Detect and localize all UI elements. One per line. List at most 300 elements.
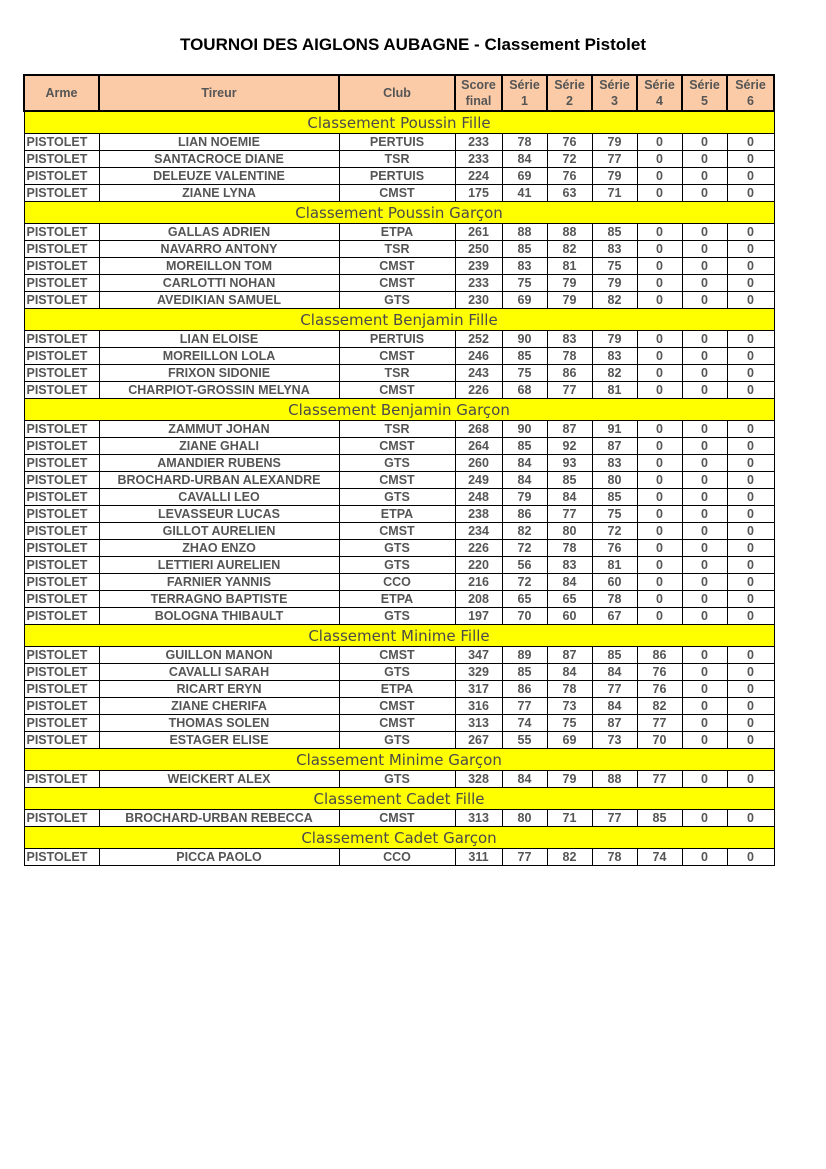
cell-serie-5: 0 xyxy=(682,849,727,866)
cell-serie-1: 74 xyxy=(502,715,547,732)
cell-serie-6: 0 xyxy=(727,421,774,438)
cell-serie-2: 81 xyxy=(547,258,592,275)
cell-serie-6: 0 xyxy=(727,438,774,455)
table-row xyxy=(24,523,774,540)
header-serie-label: Série xyxy=(644,78,675,92)
cell-tireur: GUILLON MANON xyxy=(99,647,339,664)
cell-serie-3: 75 xyxy=(592,258,637,275)
cell-serie-6: 0 xyxy=(727,715,774,732)
table-row xyxy=(24,849,774,866)
cell-serie-5: 0 xyxy=(682,698,727,715)
cell-serie-2: 83 xyxy=(547,331,592,348)
header-serie-5 xyxy=(682,75,727,111)
cell-serie-5: 0 xyxy=(682,438,727,455)
header-serie-number: 1 xyxy=(521,94,528,108)
cell-score-final: 313 xyxy=(455,810,502,827)
cell-serie-1: 72 xyxy=(502,540,547,557)
cell-arme: PISTOLET xyxy=(24,664,99,681)
table-row xyxy=(24,275,774,292)
cell-serie-6: 0 xyxy=(727,151,774,168)
table-row xyxy=(24,348,774,365)
header-serie-number: 3 xyxy=(611,94,618,108)
cell-tireur: AMANDIER RUBENS xyxy=(99,455,339,472)
cell-arme: PISTOLET xyxy=(24,732,99,749)
cell-serie-3: 87 xyxy=(592,438,637,455)
cell-serie-3: 76 xyxy=(592,540,637,557)
cell-arme: PISTOLET xyxy=(24,591,99,608)
cell-serie-5: 0 xyxy=(682,608,727,625)
table-row xyxy=(24,506,774,523)
cell-serie-6: 0 xyxy=(727,134,774,151)
cell-serie-2: 79 xyxy=(547,771,592,788)
cell-arme: PISTOLET xyxy=(24,365,99,382)
cell-serie-4: 0 xyxy=(637,275,682,292)
cell-serie-3: 87 xyxy=(592,715,637,732)
table-row xyxy=(24,438,774,455)
cell-serie-4: 0 xyxy=(637,523,682,540)
cell-serie-4: 0 xyxy=(637,608,682,625)
cell-serie-2: 82 xyxy=(547,849,592,866)
cell-serie-6: 0 xyxy=(727,574,774,591)
cell-serie-6: 0 xyxy=(727,455,774,472)
cell-serie-1: 85 xyxy=(502,664,547,681)
section-title: Classement Minime Garçon xyxy=(24,749,774,771)
header-serie-label: Série xyxy=(689,78,720,92)
cell-serie-5: 0 xyxy=(682,241,727,258)
cell-serie-3: 85 xyxy=(592,647,637,664)
cell-serie-4: 76 xyxy=(637,664,682,681)
cell-arme: PISTOLET xyxy=(24,258,99,275)
cell-score-final: 230 xyxy=(455,292,502,309)
cell-arme: PISTOLET xyxy=(24,151,99,168)
header-serie-number: 2 xyxy=(566,94,573,108)
cell-serie-2: 65 xyxy=(547,591,592,608)
cell-score-final: 313 xyxy=(455,715,502,732)
cell-tireur: RICART ERYN xyxy=(99,681,339,698)
cell-serie-4: 0 xyxy=(637,224,682,241)
cell-serie-6: 0 xyxy=(727,489,774,506)
cell-arme: PISTOLET xyxy=(24,715,99,732)
cell-serie-2: 80 xyxy=(547,523,592,540)
cell-serie-6: 0 xyxy=(727,849,774,866)
cell-serie-6: 0 xyxy=(727,382,774,399)
cell-serie-1: 78 xyxy=(502,134,547,151)
cell-serie-3: 78 xyxy=(592,849,637,866)
cell-serie-6: 0 xyxy=(727,664,774,681)
header-score-line2: final xyxy=(465,94,492,108)
header-serie-3 xyxy=(592,75,637,111)
cell-serie-1: 84 xyxy=(502,151,547,168)
cell-serie-2: 92 xyxy=(547,438,592,455)
header-serie-label: Série xyxy=(554,78,585,92)
cell-tireur: LETTIERI AURELIEN xyxy=(99,557,339,574)
cell-serie-2: 72 xyxy=(547,151,592,168)
cell-serie-6: 0 xyxy=(727,292,774,309)
cell-serie-6: 0 xyxy=(727,472,774,489)
cell-serie-3: 71 xyxy=(592,185,637,202)
cell-arme: PISTOLET xyxy=(24,438,99,455)
cell-serie-4: 0 xyxy=(637,557,682,574)
cell-club: TSR xyxy=(339,151,455,168)
cell-serie-5: 0 xyxy=(682,732,727,749)
cell-tireur: TERRAGNO BAPTISTE xyxy=(99,591,339,608)
cell-serie-6: 0 xyxy=(727,591,774,608)
header-score-final xyxy=(455,75,502,111)
table-row xyxy=(24,185,774,202)
section-title: Classement Poussin Garçon xyxy=(24,202,774,224)
cell-serie-4: 0 xyxy=(637,489,682,506)
table-row xyxy=(24,664,774,681)
cell-serie-1: 84 xyxy=(502,455,547,472)
cell-score-final: 246 xyxy=(455,348,502,365)
cell-serie-5: 0 xyxy=(682,591,727,608)
cell-serie-1: 41 xyxy=(502,185,547,202)
section-header-row xyxy=(24,399,774,421)
cell-tireur: LEVASSEUR LUCAS xyxy=(99,506,339,523)
cell-serie-4: 0 xyxy=(637,506,682,523)
cell-serie-2: 84 xyxy=(547,489,592,506)
cell-tireur: MOREILLON LOLA xyxy=(99,348,339,365)
cell-serie-6: 0 xyxy=(727,241,774,258)
cell-arme: PISTOLET xyxy=(24,382,99,399)
cell-serie-1: 86 xyxy=(502,506,547,523)
cell-score-final: 317 xyxy=(455,681,502,698)
cell-club: GTS xyxy=(339,608,455,625)
results-body xyxy=(24,111,774,866)
cell-serie-2: 86 xyxy=(547,365,592,382)
section-header-row xyxy=(24,111,774,134)
cell-club: TSR xyxy=(339,241,455,258)
cell-serie-3: 85 xyxy=(592,489,637,506)
cell-club: GTS xyxy=(339,292,455,309)
cell-serie-4: 0 xyxy=(637,258,682,275)
cell-tireur: GALLAS ADRIEN xyxy=(99,224,339,241)
cell-serie-2: 78 xyxy=(547,348,592,365)
cell-serie-6: 0 xyxy=(727,771,774,788)
cell-serie-6: 0 xyxy=(727,523,774,540)
cell-serie-1: 72 xyxy=(502,574,547,591)
header-serie-2 xyxy=(547,75,592,111)
section-header-row xyxy=(24,625,774,647)
cell-serie-6: 0 xyxy=(727,258,774,275)
cell-serie-2: 82 xyxy=(547,241,592,258)
cell-arme: PISTOLET xyxy=(24,771,99,788)
cell-club: PERTUIS xyxy=(339,168,455,185)
table-row xyxy=(24,732,774,749)
cell-serie-5: 0 xyxy=(682,681,727,698)
cell-serie-3: 85 xyxy=(592,224,637,241)
table-row xyxy=(24,591,774,608)
table-row xyxy=(24,557,774,574)
cell-tireur: BOLOGNA THIBAULT xyxy=(99,608,339,625)
cell-score-final: 233 xyxy=(455,134,502,151)
cell-score-final: 268 xyxy=(455,421,502,438)
cell-serie-6: 0 xyxy=(727,168,774,185)
cell-serie-2: 79 xyxy=(547,292,592,309)
cell-serie-4: 0 xyxy=(637,331,682,348)
cell-serie-4: 77 xyxy=(637,771,682,788)
cell-serie-3: 84 xyxy=(592,698,637,715)
cell-score-final: 175 xyxy=(455,185,502,202)
cell-arme: PISTOLET xyxy=(24,647,99,664)
cell-serie-1: 55 xyxy=(502,732,547,749)
cell-serie-3: 73 xyxy=(592,732,637,749)
cell-serie-1: 65 xyxy=(502,591,547,608)
cell-tireur: LIAN NOEMIE xyxy=(99,134,339,151)
section-title: Classement Benjamin Fille xyxy=(24,309,774,331)
cell-serie-5: 0 xyxy=(682,258,727,275)
cell-serie-6: 0 xyxy=(727,506,774,523)
cell-serie-2: 93 xyxy=(547,455,592,472)
cell-tireur: ESTAGER ELISE xyxy=(99,732,339,749)
cell-arme: PISTOLET xyxy=(24,574,99,591)
cell-score-final: 252 xyxy=(455,331,502,348)
cell-serie-4: 0 xyxy=(637,168,682,185)
cell-serie-6: 0 xyxy=(727,608,774,625)
cell-club: CMST xyxy=(339,382,455,399)
cell-serie-4: 86 xyxy=(637,647,682,664)
cell-club: GTS xyxy=(339,771,455,788)
cell-serie-5: 0 xyxy=(682,365,727,382)
cell-score-final: 316 xyxy=(455,698,502,715)
header-score-line1: Score xyxy=(461,78,496,92)
cell-serie-5: 0 xyxy=(682,185,727,202)
cell-tireur: PICCA PAOLO xyxy=(99,849,339,866)
cell-serie-6: 0 xyxy=(727,732,774,749)
cell-club: GTS xyxy=(339,540,455,557)
cell-score-final: 261 xyxy=(455,224,502,241)
header-serie-label: Série xyxy=(735,78,766,92)
cell-serie-4: 0 xyxy=(637,134,682,151)
table-row xyxy=(24,647,774,664)
header-serie-label: Série xyxy=(509,78,540,92)
cell-serie-5: 0 xyxy=(682,489,727,506)
cell-serie-1: 85 xyxy=(502,438,547,455)
table-row xyxy=(24,698,774,715)
section-header-row xyxy=(24,202,774,224)
cell-club: GTS xyxy=(339,732,455,749)
cell-serie-2: 85 xyxy=(547,472,592,489)
cell-serie-1: 88 xyxy=(502,224,547,241)
cell-tireur: MOREILLON TOM xyxy=(99,258,339,275)
cell-serie-2: 84 xyxy=(547,664,592,681)
table-row xyxy=(24,715,774,732)
cell-serie-5: 0 xyxy=(682,574,727,591)
cell-serie-3: 84 xyxy=(592,664,637,681)
cell-serie-4: 74 xyxy=(637,849,682,866)
cell-serie-5: 0 xyxy=(682,472,727,489)
cell-serie-4: 77 xyxy=(637,715,682,732)
cell-serie-2: 84 xyxy=(547,574,592,591)
cell-tireur: ZIANE GHALI xyxy=(99,438,339,455)
cell-arme: PISTOLET xyxy=(24,134,99,151)
cell-serie-1: 70 xyxy=(502,608,547,625)
cell-club: GTS xyxy=(339,664,455,681)
cell-tireur: ZHAO ENZO xyxy=(99,540,339,557)
cell-serie-5: 0 xyxy=(682,168,727,185)
cell-serie-1: 68 xyxy=(502,382,547,399)
cell-club: CCO xyxy=(339,574,455,591)
cell-serie-4: 70 xyxy=(637,732,682,749)
cell-arme: PISTOLET xyxy=(24,455,99,472)
cell-serie-4: 0 xyxy=(637,241,682,258)
cell-serie-4: 0 xyxy=(637,365,682,382)
cell-serie-3: 77 xyxy=(592,151,637,168)
cell-serie-5: 0 xyxy=(682,224,727,241)
cell-score-final: 267 xyxy=(455,732,502,749)
cell-arme: PISTOLET xyxy=(24,421,99,438)
cell-tireur: DELEUZE VALENTINE xyxy=(99,168,339,185)
table-row xyxy=(24,455,774,472)
cell-club: CMST xyxy=(339,698,455,715)
section-title: Classement Poussin Fille xyxy=(24,111,774,134)
table-row xyxy=(24,241,774,258)
cell-serie-6: 0 xyxy=(727,348,774,365)
cell-club: CMST xyxy=(339,185,455,202)
cell-score-final: 248 xyxy=(455,489,502,506)
section-title: Classement Cadet Garçon xyxy=(24,827,774,849)
cell-club: CMST xyxy=(339,258,455,275)
cell-tireur: SANTACROCE DIANE xyxy=(99,151,339,168)
cell-serie-5: 0 xyxy=(682,134,727,151)
cell-serie-1: 90 xyxy=(502,421,547,438)
cell-serie-1: 79 xyxy=(502,489,547,506)
cell-tireur: FARNIER YANNIS xyxy=(99,574,339,591)
cell-arme: PISTOLET xyxy=(24,523,99,540)
cell-club: CMST xyxy=(339,523,455,540)
cell-score-final: 216 xyxy=(455,574,502,591)
cell-serie-2: 77 xyxy=(547,382,592,399)
cell-serie-3: 79 xyxy=(592,168,637,185)
cell-club: PERTUIS xyxy=(339,134,455,151)
cell-serie-1: 75 xyxy=(502,275,547,292)
cell-arme: PISTOLET xyxy=(24,224,99,241)
cell-arme: PISTOLET xyxy=(24,849,99,866)
cell-serie-4: 85 xyxy=(637,810,682,827)
cell-club: CMST xyxy=(339,647,455,664)
cell-serie-5: 0 xyxy=(682,557,727,574)
cell-score-final: 250 xyxy=(455,241,502,258)
cell-serie-1: 83 xyxy=(502,258,547,275)
cell-serie-5: 0 xyxy=(682,715,727,732)
cell-score-final: 347 xyxy=(455,647,502,664)
cell-arme: PISTOLET xyxy=(24,506,99,523)
cell-club: CMST xyxy=(339,810,455,827)
cell-club: CMST xyxy=(339,715,455,732)
cell-club: ETPA xyxy=(339,681,455,698)
header-club: Club xyxy=(339,75,455,111)
cell-serie-5: 0 xyxy=(682,292,727,309)
cell-serie-4: 0 xyxy=(637,455,682,472)
cell-serie-5: 0 xyxy=(682,348,727,365)
table-row xyxy=(24,540,774,557)
cell-serie-2: 63 xyxy=(547,185,592,202)
cell-tireur: LIAN ELOISE xyxy=(99,331,339,348)
cell-tireur: CAVALLI LEO xyxy=(99,489,339,506)
cell-serie-2: 71 xyxy=(547,810,592,827)
cell-serie-5: 0 xyxy=(682,664,727,681)
header-serie-4 xyxy=(637,75,682,111)
cell-arme: PISTOLET xyxy=(24,698,99,715)
cell-serie-3: 88 xyxy=(592,771,637,788)
cell-serie-3: 77 xyxy=(592,681,637,698)
table-row xyxy=(24,489,774,506)
cell-serie-2: 76 xyxy=(547,168,592,185)
cell-tireur: CAVALLI SARAH xyxy=(99,664,339,681)
cell-serie-4: 0 xyxy=(637,574,682,591)
cell-serie-3: 80 xyxy=(592,472,637,489)
cell-serie-5: 0 xyxy=(682,771,727,788)
cell-score-final: 233 xyxy=(455,151,502,168)
cell-tireur: ZIANE CHERIFA xyxy=(99,698,339,715)
cell-serie-4: 0 xyxy=(637,591,682,608)
cell-serie-6: 0 xyxy=(727,810,774,827)
cell-score-final: 239 xyxy=(455,258,502,275)
cell-serie-3: 91 xyxy=(592,421,637,438)
cell-serie-6: 0 xyxy=(727,331,774,348)
cell-serie-2: 73 xyxy=(547,698,592,715)
cell-serie-6: 0 xyxy=(727,557,774,574)
cell-serie-1: 86 xyxy=(502,681,547,698)
cell-serie-3: 79 xyxy=(592,134,637,151)
cell-score-final: 226 xyxy=(455,382,502,399)
cell-serie-5: 0 xyxy=(682,421,727,438)
cell-serie-4: 0 xyxy=(637,540,682,557)
cell-serie-3: 82 xyxy=(592,292,637,309)
cell-serie-3: 81 xyxy=(592,557,637,574)
cell-serie-3: 81 xyxy=(592,382,637,399)
cell-score-final: 311 xyxy=(455,849,502,866)
cell-serie-6: 0 xyxy=(727,224,774,241)
cell-club: TSR xyxy=(339,421,455,438)
cell-serie-5: 0 xyxy=(682,810,727,827)
table-row xyxy=(24,681,774,698)
cell-serie-4: 0 xyxy=(637,151,682,168)
cell-serie-6: 0 xyxy=(727,185,774,202)
cell-arme: PISTOLET xyxy=(24,472,99,489)
page-title: TOURNOI DES AIGLONS AUBAGNE - Classement Pistolet xyxy=(180,35,646,54)
cell-tireur: GILLOT AURELIEN xyxy=(99,523,339,540)
cell-serie-1: 89 xyxy=(502,647,547,664)
cell-serie-2: 78 xyxy=(547,681,592,698)
cell-serie-5: 0 xyxy=(682,506,727,523)
cell-club: GTS xyxy=(339,489,455,506)
section-title: Classement Benjamin Garçon xyxy=(24,399,774,421)
cell-serie-3: 78 xyxy=(592,591,637,608)
cell-serie-4: 76 xyxy=(637,681,682,698)
cell-serie-6: 0 xyxy=(727,540,774,557)
cell-serie-3: 79 xyxy=(592,331,637,348)
cell-club: CMST xyxy=(339,348,455,365)
section-header-row xyxy=(24,749,774,771)
cell-serie-3: 75 xyxy=(592,506,637,523)
table-header-row xyxy=(24,75,774,111)
cell-serie-2: 69 xyxy=(547,732,592,749)
cell-score-final: 220 xyxy=(455,557,502,574)
cell-serie-5: 0 xyxy=(682,647,727,664)
cell-serie-5: 0 xyxy=(682,331,727,348)
cell-serie-1: 90 xyxy=(502,331,547,348)
table-row xyxy=(24,151,774,168)
cell-serie-3: 77 xyxy=(592,810,637,827)
cell-serie-4: 82 xyxy=(637,698,682,715)
cell-tireur: WEICKERT ALEX xyxy=(99,771,339,788)
cell-serie-5: 0 xyxy=(682,382,727,399)
cell-arme: PISTOLET xyxy=(24,275,99,292)
table-row xyxy=(24,382,774,399)
cell-serie-4: 0 xyxy=(637,382,682,399)
cell-club: CMST xyxy=(339,275,455,292)
